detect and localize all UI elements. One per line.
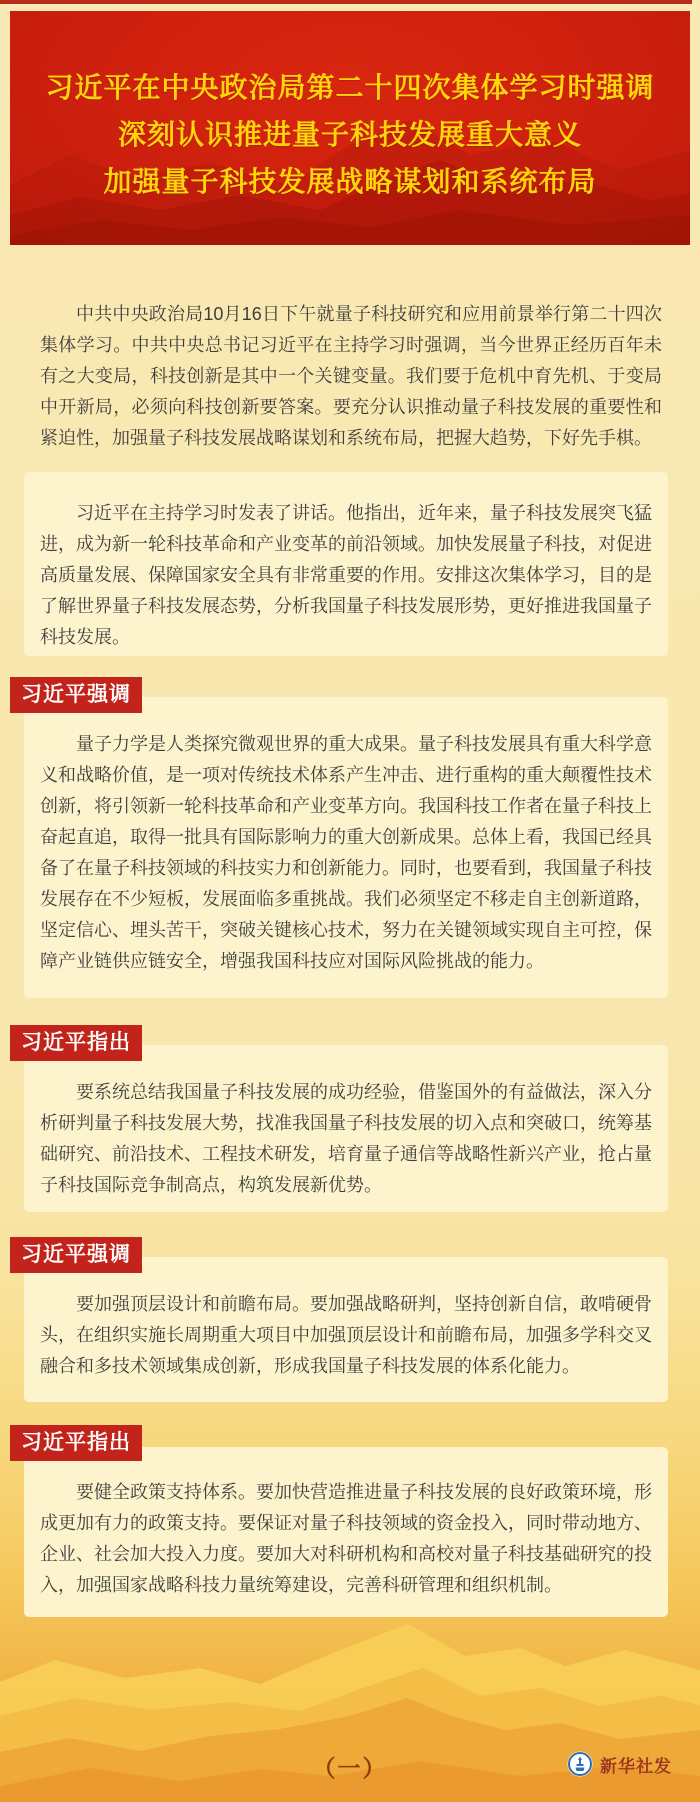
credit-block	[567, 1750, 672, 1778]
quote-box-2	[24, 1045, 668, 1212]
banner-title-line-1: 习近平在中央政治局第二十四次集体学习时强调	[45, 72, 655, 103]
banner-title-line-3: 加强量子科技发展战略谋划和系统布局	[103, 166, 597, 197]
quote-paragraph-4: 要健全政策支持体系。要加快营造推进量子科技发展的良好政策环境，形成更加有力的政策支持。要保证对量子科技领域的资金投入，同时带动地方、企业、社会加大投入力度。要加大对科研机构和高校对量子科技基础研究的投入，加强国家战略科技力量统筹建设，完善科研管理和组织机制。	[40, 1482, 652, 1595]
quote-paragraph-3: 要加强顶层设计和前瞻布局。要加强战略研判，坚持创新自信，敢啃硬骨头，在组织实施长周期重大项目中加强顶层设计和前瞻布局，加强多学科交叉融合和多技术领域集成创新，形成我国量子科技发展的体系化能力。	[40, 1294, 652, 1376]
header-banner	[10, 11, 690, 245]
page-number: （一）	[312, 1755, 388, 1781]
banner-title-line-2: 深刻认识推进量子科技发展重大意义	[117, 119, 582, 150]
quote-box-1	[24, 697, 668, 998]
quote-box-4	[24, 1447, 668, 1617]
speaker-badge-4: 习近平指出	[10, 1425, 142, 1461]
credit-text: 新华社发	[600, 1756, 672, 1776]
intro-paragraph-1: 中共中央政治局10月16日下午就量子科技研究和应用前景举行第二十四次集体学习。中共中央总书记习近平在主持学习时强调，当今世界正经历百年未有之大变局，科技创新是其中一个关键变量。我们要于危机中育先机、于变局中开新局，必须向科技创新要答案。要充分认识推动量子科技发展的重要性和紧迫性，加强量子科技发展战略谋划和系统布局，把握大趋势，下好先手棋。	[40, 304, 662, 448]
quote-box-3	[24, 1257, 668, 1402]
xinhua-logo-icon	[567, 1751, 593, 1777]
intro-paragraph-2: 习近平在主持学习时发表了讲话。他指出，近年来，量子科技发展突飞猛进，成为新一轮科技革命和产业变革的前沿领域。加快发展量子科技，对促进高质量发展、保障国家安全具有非常重要的作用。安排这次集体学习，目的是了解世界量子科技发展态势，分析我国量子科技发展形势，更好推进我国量子科技发展。	[40, 503, 652, 647]
quote-paragraph-2: 要系统总结我国量子科技发展的成功经验，借鉴国外的有益做法，深入分析研判量子科技发展大势，找准我国量子科技发展的切入点和突破口，统筹基础研究、前沿技术、工程技术研发，培育量子通信等战略性新兴产业，抢占量子科技国际竞争制高点，构筑发展新优势。	[40, 1082, 652, 1195]
intro-paragraph-2-box	[24, 472, 668, 656]
top-border	[0, 0, 692, 4]
speaker-badge-2: 习近平指出	[10, 1025, 142, 1061]
speaker-badge-3: 习近平强调	[10, 1237, 142, 1273]
quote-paragraph-1: 量子力学是人类探究微观世界的重大成果。量子科技发展具有重大科学意义和战略价值，是一项对传统技术体系产生冲击、进行重构的重大颠覆性技术创新，将引领新一轮科技革命和产业变革方向。我国科技工作者在量子科技上奋起直追，取得一批具有国际影响力的重大创新成果。总体上看，我国已经具备了在量子科技领域的科技实力和创新能力。同时，也要看到，我国量子科技发展存在不少短板，发展面临多重挑战。我们必须坚定不移走自主创新道路，坚定信心、埋头苦干，突破关键核心技术，努力在关键领域实现自主可控，保障产业链供应链安全，增强我国科技应对国际风险挑战的能力。	[40, 734, 652, 971]
speaker-badge-1: 习近平强调	[10, 677, 142, 713]
